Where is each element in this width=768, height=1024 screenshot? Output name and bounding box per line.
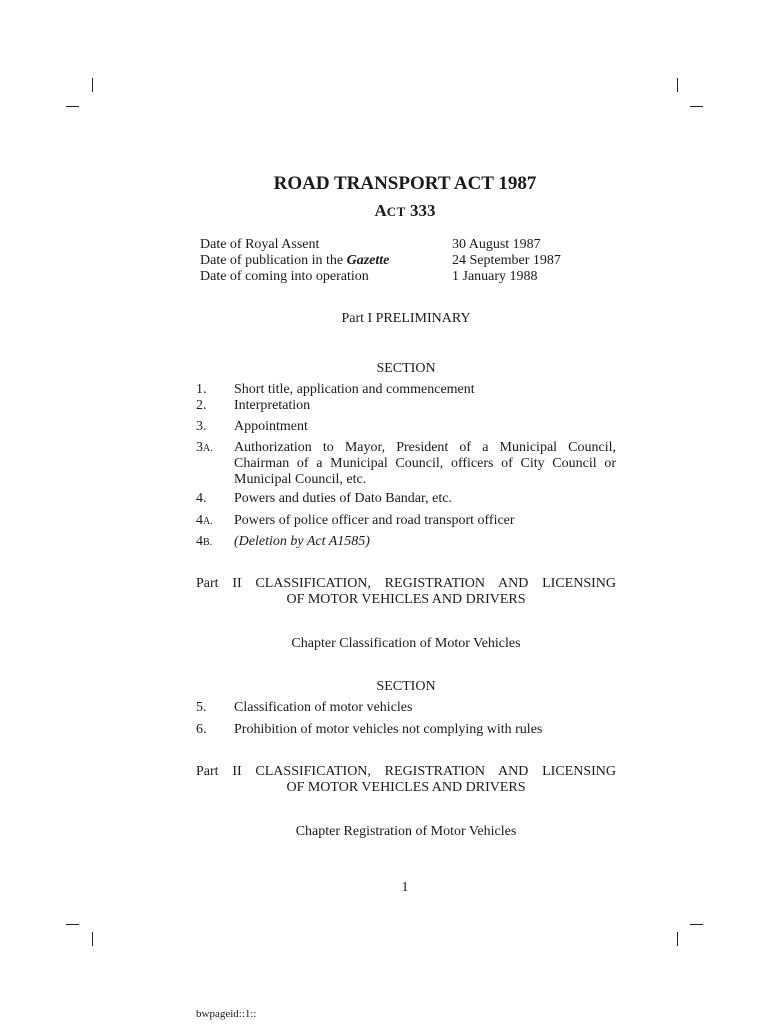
crop-mark <box>66 106 79 107</box>
crop-mark <box>690 106 703 107</box>
crop-mark <box>92 78 93 92</box>
part-heading: Part II CLASSIFICATION, REGISTRATION AND LICENSING OF MOTOR VEHICLES AND DRIVERS <box>196 764 616 795</box>
crop-mark <box>677 78 678 92</box>
page-number: 1 <box>401 880 409 895</box>
part-heading: Part I PRELIMINARY <box>341 311 471 326</box>
page-id-footer: bwpageid::1:: <box>196 1008 257 1020</box>
chapter-heading: Chapter Registration of Motor Vehicles <box>295 824 517 839</box>
crop-mark <box>677 932 678 946</box>
act-number: ACT 333 <box>374 201 436 220</box>
part-heading: Part II CLASSIFICATION, REGISTRATION AND LICENSING OF MOTOR VEHICLES AND DRIVERS <box>196 576 616 607</box>
document-title: ROAD TRANSPORT ACT 1987 <box>273 173 537 194</box>
section-label: SECTION <box>376 361 436 376</box>
crop-mark <box>690 924 703 925</box>
crop-mark <box>92 932 93 946</box>
chapter-heading: Chapter Classification of Motor Vehicles <box>291 636 521 651</box>
crop-mark <box>66 924 79 925</box>
section-label: SECTION <box>376 679 436 694</box>
